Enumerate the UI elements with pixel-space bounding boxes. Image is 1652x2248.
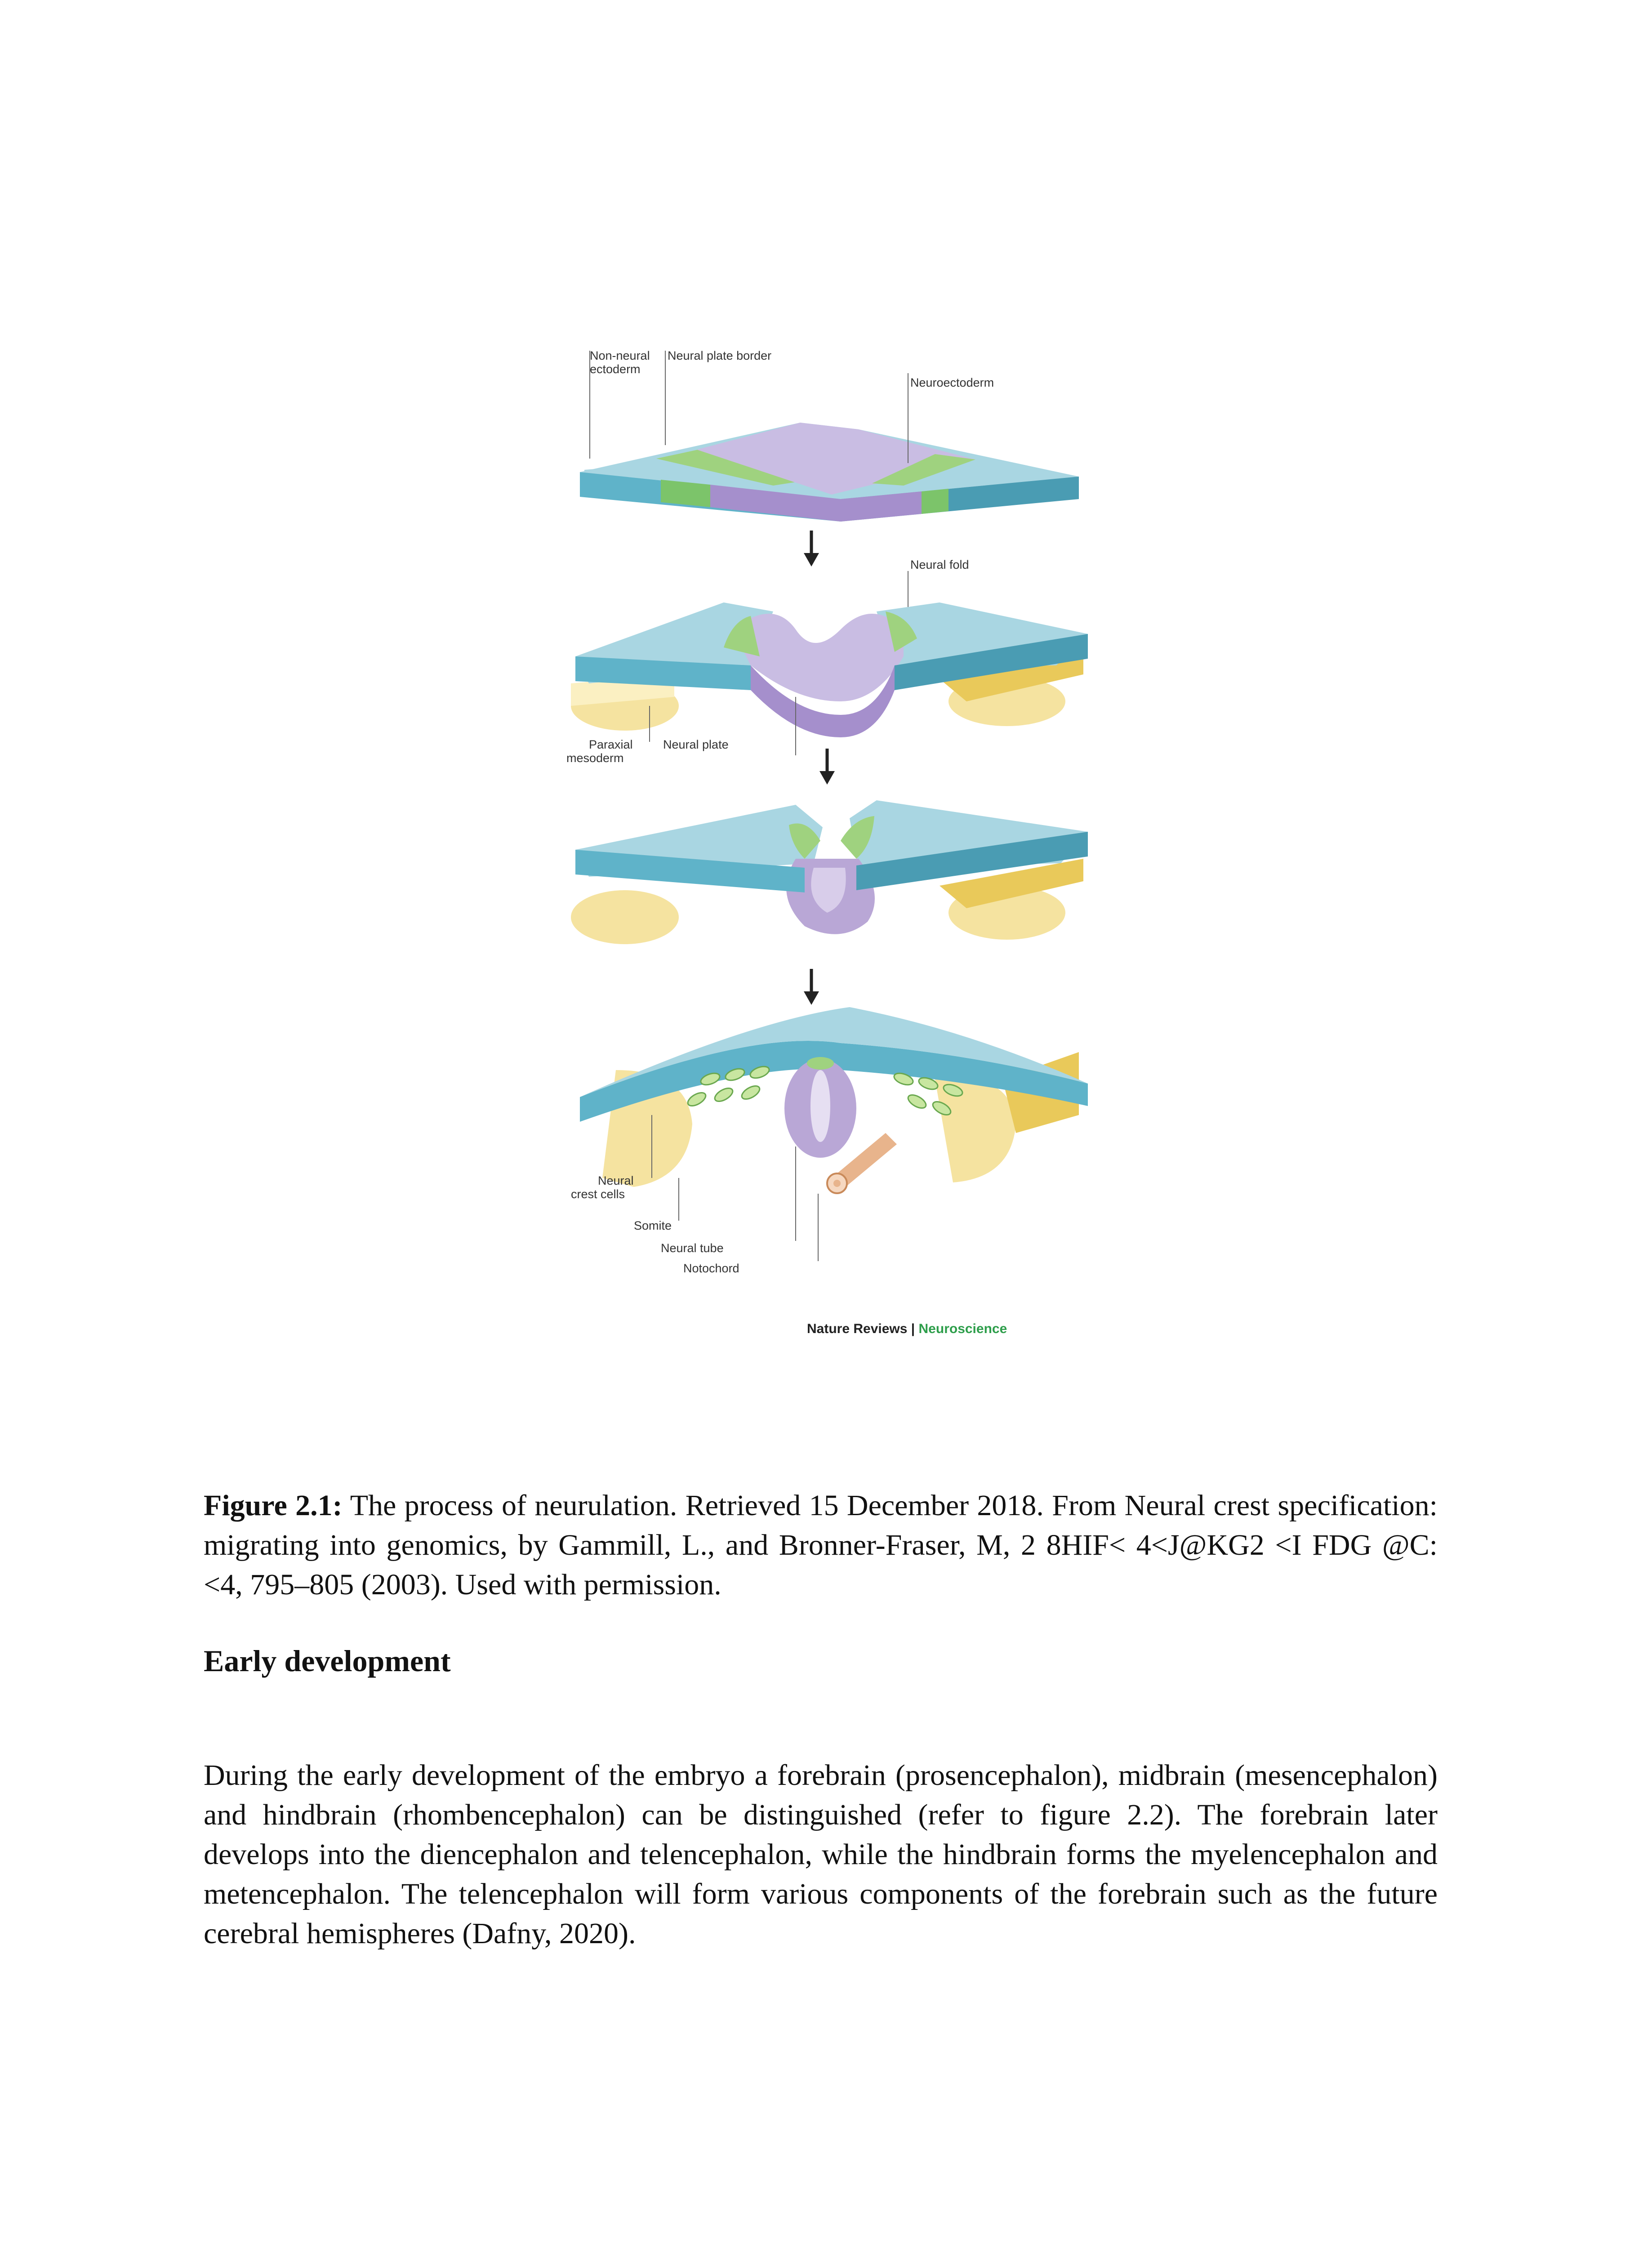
caption-text: The process of neurulation. Retrieved 15 December 2018. From Neural crest specification: migrating into genomics, by Gammill, L., and Bronner-Fraser, M, 2 8HIF< 4<J@KG2 <I FDG @C: <4, 795–805 (2003). Used with permission. — [204, 1489, 1438, 1601]
section-heading: Early development — [204, 1644, 451, 1678]
label-non-neural-ectoderm-2: ectoderm — [590, 362, 641, 376]
label-neural-tube: Neural tube — [661, 1241, 724, 1255]
label-paraxial-mesoderm-2: mesoderm — [566, 751, 624, 765]
label-neuroectoderm: Neuroectoderm — [910, 376, 994, 389]
credit-separator: | — [907, 1321, 919, 1336]
label-non-neural-ectoderm: Non-neural — [590, 349, 650, 362]
arrow-down-icon — [804, 969, 819, 1005]
label-neural-crest-cells: Neural — [598, 1174, 634, 1187]
arrow-down-icon — [804, 531, 819, 566]
caption-label: Figure 2.1: — [204, 1489, 343, 1522]
label-paraxial-mesoderm: Paraxial — [589, 738, 633, 751]
label-neural-plate: Neural plate — [663, 738, 729, 751]
figure-credit — [807, 1321, 1007, 1336]
label-neural-fold: Neural fold — [910, 558, 969, 571]
label-neural-plate-border: Neural plate border — [668, 349, 772, 362]
stage-1-neural-plate — [580, 423, 1079, 522]
neurulation-diagram — [562, 342, 1101, 1367]
figure-caption — [204, 1486, 1438, 1605]
label-neural-crest-cells-2: crest cells — [571, 1187, 625, 1201]
label-somite: Somite — [634, 1219, 672, 1232]
credit-journal: Neuroscience — [918, 1321, 1007, 1336]
arrow-down-icon — [819, 749, 835, 785]
stage-4-neural-tube — [580, 1007, 1088, 1193]
body-paragraph: During the early development of the embryo a forebrain (prosencephalon), midbrain (mesencephalon) and hindbrain (rhombencephalon) can be distinguished (refer to figure 2.2). The forebrain later develops into the diencephalon and telencephalon, while the hindbrain forms the myelencephalon and metencephalon. The telencephalon will form various components of the forebrain such as the future cerebral hemispheres (Dafny, 2020). — [204, 1759, 1438, 1950]
stage-3-folds-converging — [571, 800, 1088, 944]
label-notochord: Notochord — [683, 1262, 739, 1275]
credit-publisher: Nature Reviews — [807, 1321, 908, 1336]
stage-2-neural-folds — [571, 602, 1088, 737]
neurulation-figure — [562, 342, 1101, 1367]
